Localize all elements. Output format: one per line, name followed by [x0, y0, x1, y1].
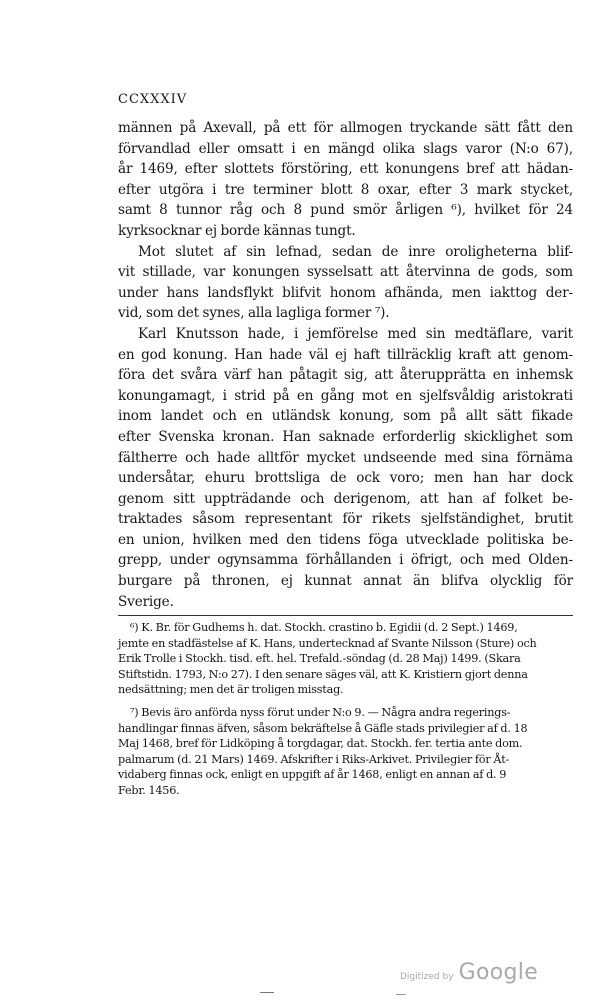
digitized-watermark — [400, 960, 538, 985]
body-line: föra det svåra värf han påtagit sig, att återupprätta en inhemsk — [118, 367, 573, 384]
footnote-divider — [118, 615, 573, 616]
body-line: undersåtar, ehuru brottsliga de ock voro; men han har dock — [118, 470, 573, 487]
body-line: Sverige. — [118, 593, 174, 610]
body-line: konungamagt, i strid på en gång mot en sjelfsvåldig aristokrati — [118, 387, 573, 404]
body-line: grepp, under ogynsamma förhållanden i öfrigt, och med Olden- — [118, 552, 573, 569]
body-line: burgare på thronen, ej kunnat annat än blifva olycklig för — [118, 573, 573, 590]
body-line: vid, som det synes, alla lagliga former ⁷). — [118, 305, 390, 322]
body-line: en god konung. Han hade väl ej haft tillräcklig kraft att genom- — [118, 346, 573, 363]
google-logo: Google — [458, 960, 539, 985]
footnote-line: palmarum (d. 21 Mars) 1469. Afskrifter i Riks-Arkivet. Privilegier för Åt- — [118, 752, 510, 766]
body-line: fältherre och hade alltför mycket undseende med sina förnäma — [118, 449, 573, 466]
footnote-line: nedsättning; men det är troligen misstag. — [118, 683, 344, 697]
body-line: Karl Knutsson hade, i jemförelse med sin medtäflare, varit — [138, 325, 573, 342]
scan-mark — [260, 992, 274, 993]
body-line: männen på Axevall, på ett för allmogen tryckande sätt fått den — [118, 120, 573, 136]
footnote-line: ⁷) Bevis äro anförda nyss förut under N:o 9. — Några andra regerings- — [130, 705, 511, 719]
footnote-line: Erik Trolle i Stockh. tisd. eft. hel. Trefald.-söndag (d. 28 Maj) 1499. (Skara — [118, 652, 521, 666]
body-line: efter Svenska kronan. Han saknade erforderlig skicklighet som — [118, 428, 573, 445]
body-line: Mot slutet af sin lefnad, sedan de inre oroligheterna blif- — [138, 243, 573, 260]
body-line: kyrksocknar ej borde kännas tungt. — [118, 222, 356, 239]
body-line: traktades såsom representant för rikets sjelfständighet, brutit — [118, 511, 573, 528]
body-line: år 1469, efter slottets förstöring, ett konungens bref att hädan- — [118, 161, 573, 178]
footnote-line: Maj 1468, bref för Lidköping å torgdagar, dat. Stockh. fer. tertia ante dom. — [118, 737, 523, 751]
footnote-line: jemte en stadfästelse af K. Hans, undertecknad af Svante Nilsson (Sture) och — [118, 636, 537, 650]
body-line: efter utgöra i tre terminer blott 8 oxar, efter 3 mark stycket, — [118, 181, 573, 198]
scan-mark — [396, 994, 406, 995]
body-text — [118, 118, 573, 612]
body-line: genom sitt uppträdande och derigenom, att han af folket be- — [118, 490, 573, 507]
body-line: en union, hvilken med den tidens föga utvecklade politiska be- — [118, 531, 573, 548]
body-line: samt 8 tunnor råg och 8 pund smör årligen ⁶), hvilket för 24 — [118, 202, 573, 219]
footnote-gap — [118, 698, 573, 705]
footnote-6 — [118, 620, 573, 698]
footnote-line: vidaberg finnas ock, enligt en uppgift af år 1468, enligt en annan af d. 9 — [118, 768, 507, 782]
watermark-prefix: Digitized by — [400, 972, 454, 982]
footnote-line: Stiftstidn. 1793, N:o 27). I den senare säges väl, att K. Kristiern gjort denna — [118, 667, 528, 681]
body-line: inom landet och en utländsk konung, som på allt sätt fikade — [118, 408, 573, 425]
page-number: CCXXXIV — [118, 92, 188, 107]
footnote-line: handlingar finnas äfven, såsom bekräftelse å Gäfle stads privilegier af d. 18 — [118, 721, 528, 735]
body-line: vit stillade, var konungen sysselsatt att återvinna de gods, som — [118, 264, 573, 281]
footnote-line: ⁶) K. Br. för Gudhems h. dat. Stockh. crastino b. Egidii (d. 2 Sept.) 1469, — [130, 621, 518, 634]
body-line: under hans landsflykt blifvit honom afhända, men iakttog der- — [118, 284, 573, 301]
footnotes — [118, 620, 573, 799]
footnote-line: Febr. 1456. — [118, 783, 180, 797]
footnote-7 — [118, 705, 573, 799]
body-line: förvandlad eller omsatt i en mängd olika slags varor (N:o 67), — [118, 140, 573, 157]
